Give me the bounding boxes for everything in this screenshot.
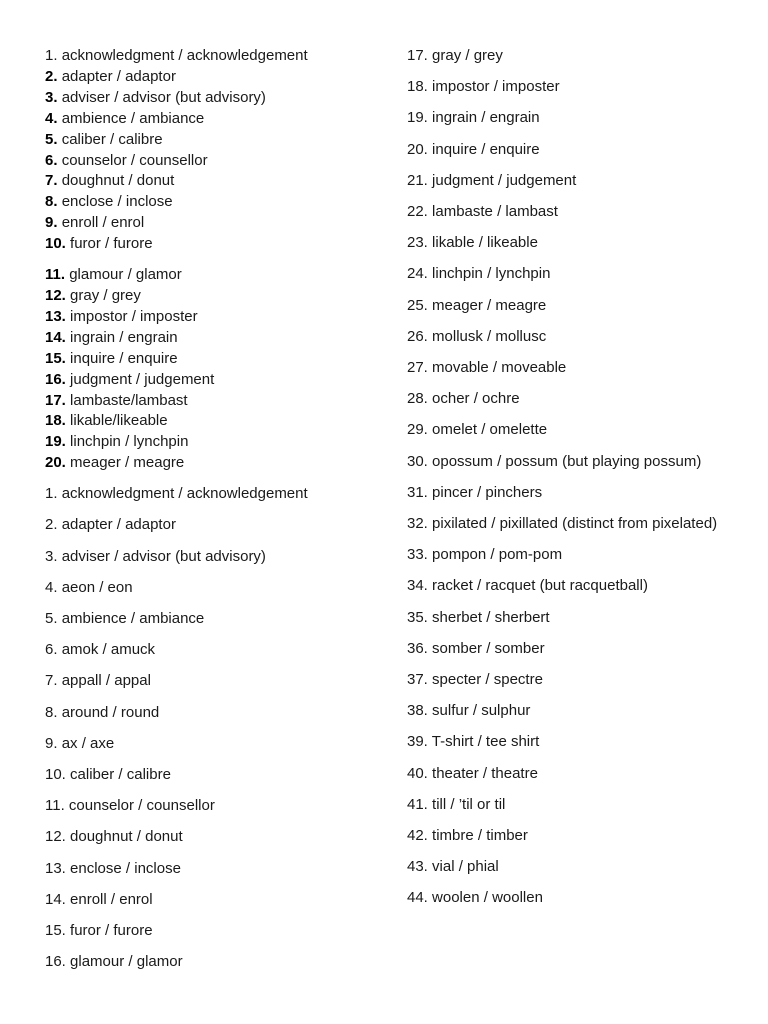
item-number: 40. bbox=[407, 764, 428, 782]
item-number: 6. bbox=[45, 151, 58, 169]
list-item bbox=[407, 389, 737, 410]
item-number: 42. bbox=[407, 827, 428, 845]
item-text: likable / likeable bbox=[432, 234, 538, 252]
list-item bbox=[407, 576, 737, 597]
item-number: 19. bbox=[45, 433, 66, 451]
item-number: 27. bbox=[407, 359, 428, 377]
item-text: acknowledgment / acknowledgement bbox=[61, 485, 308, 503]
item-number: 19. bbox=[407, 109, 428, 127]
item-text: around / round bbox=[61, 703, 160, 721]
list-item bbox=[45, 609, 385, 630]
item-text: inquire / enquire bbox=[70, 349, 178, 367]
list-item bbox=[407, 826, 737, 847]
list-item bbox=[407, 77, 737, 98]
item-text: aeon / eon bbox=[61, 578, 133, 596]
item-text: timbre / timber bbox=[432, 827, 528, 845]
list-item bbox=[45, 515, 385, 536]
item-text: caliber / calibre bbox=[70, 765, 171, 783]
item-text: pompon / pom-pom bbox=[432, 546, 563, 564]
item-number: 1. bbox=[45, 47, 58, 64]
item-number: 37. bbox=[407, 671, 428, 689]
item-text: linchpin / lynchpin bbox=[432, 265, 551, 283]
left-column bbox=[45, 46, 385, 973]
item-number: 7. bbox=[45, 172, 58, 190]
list-item bbox=[45, 391, 385, 412]
item-number: 29. bbox=[407, 421, 428, 439]
item-text: glamour / glamor bbox=[70, 953, 183, 971]
list-item bbox=[45, 213, 385, 234]
list-item bbox=[407, 701, 737, 722]
item-text: pincer / pinchers bbox=[432, 483, 543, 501]
item-number: 17. bbox=[407, 47, 428, 64]
item-text: doughnut / donut bbox=[61, 172, 175, 190]
item-text: mollusk / mollusc bbox=[432, 327, 547, 345]
item-text: ocher / ochre bbox=[432, 390, 520, 408]
list-item bbox=[45, 796, 385, 817]
spaced-list-1-16 bbox=[45, 484, 385, 973]
list-item bbox=[407, 608, 737, 629]
list-item bbox=[407, 202, 737, 223]
list-item bbox=[407, 888, 737, 909]
list-item bbox=[407, 452, 737, 473]
item-text: glamour / glamor bbox=[69, 266, 182, 284]
item-number: 11. bbox=[45, 797, 65, 815]
item-text: gray / grey bbox=[70, 286, 141, 304]
list-item bbox=[407, 171, 737, 192]
item-text: impostor / imposter bbox=[432, 78, 560, 96]
item-text: movable / moveable bbox=[432, 359, 567, 377]
item-text: caliber / calibre bbox=[61, 130, 163, 148]
list-item bbox=[45, 46, 385, 67]
item-text: doughnut / donut bbox=[70, 828, 183, 846]
item-text: amok / amuck bbox=[61, 641, 156, 659]
item-text: till / ’til or til bbox=[432, 795, 506, 813]
list-item bbox=[45, 453, 385, 474]
item-text: sherbet / sherbert bbox=[432, 608, 550, 626]
item-number: 17. bbox=[45, 391, 66, 409]
item-number: 9. bbox=[45, 214, 58, 232]
item-number: 18. bbox=[45, 412, 66, 430]
list-item bbox=[45, 921, 385, 942]
item-text: adapter / adaptor bbox=[61, 516, 176, 534]
item-number: 35. bbox=[407, 608, 428, 626]
item-number: 32. bbox=[407, 515, 428, 533]
item-text: lambaste / lambast bbox=[432, 203, 558, 221]
list-item bbox=[45, 671, 385, 692]
item-number: 28. bbox=[407, 390, 428, 408]
item-text: specter / spectre bbox=[432, 671, 543, 689]
item-number: 41. bbox=[407, 795, 428, 813]
item-text: acknowledgment / acknowledgement bbox=[61, 47, 308, 64]
compact-list-1-10 bbox=[45, 46, 385, 255]
item-number: 7. bbox=[45, 672, 58, 690]
item-number: 21. bbox=[407, 171, 428, 189]
list-item bbox=[45, 484, 385, 505]
list-item bbox=[45, 578, 385, 599]
item-text: adviser / advisor (but advisory) bbox=[61, 88, 266, 106]
item-text: somber / somber bbox=[432, 639, 545, 657]
item-text: pixilated / pixillated (distinct from pixelated) bbox=[432, 515, 718, 533]
item-number: 12. bbox=[45, 286, 66, 304]
list-item bbox=[45, 109, 385, 130]
item-text: counselor / counsellor bbox=[68, 797, 215, 815]
list-item bbox=[407, 670, 737, 691]
item-number: 16. bbox=[45, 370, 66, 388]
item-text: ambience / ambiance bbox=[61, 109, 205, 127]
compact-list-11-20 bbox=[45, 265, 385, 474]
item-number: 44. bbox=[407, 889, 428, 907]
item-number: 2. bbox=[45, 67, 58, 85]
item-text: judgment / judgement bbox=[432, 171, 577, 189]
item-number: 14. bbox=[45, 890, 66, 908]
list-item bbox=[45, 640, 385, 661]
list-item bbox=[45, 952, 385, 973]
list-item bbox=[407, 483, 737, 504]
item-number: 36. bbox=[407, 639, 428, 657]
spaced-list-17-44 bbox=[407, 46, 737, 909]
list-item bbox=[407, 296, 737, 317]
item-number: 5. bbox=[45, 130, 58, 148]
list-item bbox=[407, 795, 737, 816]
item-text: ingrain / engrain bbox=[70, 328, 178, 346]
item-number: 18. bbox=[407, 78, 428, 96]
list-item bbox=[45, 192, 385, 213]
list-item bbox=[45, 151, 385, 172]
list-item bbox=[407, 233, 737, 254]
item-number: 15. bbox=[45, 921, 66, 939]
item-text: impostor / imposter bbox=[70, 307, 198, 325]
item-text: ax / axe bbox=[61, 734, 115, 752]
item-text: woolen / woollen bbox=[432, 889, 543, 907]
list-item bbox=[45, 265, 385, 286]
item-number: 24. bbox=[407, 265, 428, 283]
item-text: enclose / inclose bbox=[70, 859, 181, 877]
item-number: 4. bbox=[45, 109, 58, 127]
list-item bbox=[407, 46, 737, 67]
item-number: 11. bbox=[45, 266, 66, 284]
item-text: vial / phial bbox=[432, 858, 499, 876]
item-text: lambaste/lambast bbox=[70, 391, 188, 409]
item-number: 43. bbox=[407, 858, 428, 876]
item-text: enroll / enrol bbox=[70, 890, 153, 908]
item-number: 4. bbox=[45, 578, 58, 596]
item-number: 15. bbox=[45, 349, 66, 367]
item-number: 9. bbox=[45, 734, 58, 752]
item-text: adapter / adaptor bbox=[61, 67, 176, 85]
list-item bbox=[407, 639, 737, 660]
item-number: 6. bbox=[45, 641, 58, 659]
item-number: 8. bbox=[45, 193, 58, 211]
list-item bbox=[407, 732, 737, 753]
list-item bbox=[407, 358, 737, 379]
list-item bbox=[45, 765, 385, 786]
item-number: 31. bbox=[407, 483, 428, 501]
item-number: 2. bbox=[45, 516, 58, 534]
item-text: theater / theatre bbox=[432, 764, 538, 782]
list-item bbox=[45, 67, 385, 88]
list-item bbox=[45, 411, 385, 432]
list-item bbox=[45, 349, 385, 370]
list-item bbox=[407, 140, 737, 161]
item-text: inquire / enquire bbox=[432, 140, 540, 158]
item-number: 13. bbox=[45, 307, 66, 325]
list-item bbox=[45, 432, 385, 453]
item-text: ambience / ambiance bbox=[61, 609, 205, 627]
list-item bbox=[45, 827, 385, 848]
item-number: 23. bbox=[407, 234, 428, 252]
item-text: omelet / omelette bbox=[432, 421, 548, 439]
item-text: linchpin / lynchpin bbox=[70, 433, 189, 451]
list-item bbox=[45, 88, 385, 109]
list-item bbox=[45, 307, 385, 328]
list-item bbox=[45, 859, 385, 880]
item-text: sulfur / sulphur bbox=[432, 702, 531, 720]
item-number: 20. bbox=[45, 454, 66, 472]
item-text: furor / furore bbox=[70, 921, 153, 939]
item-text: gray / grey bbox=[432, 47, 503, 64]
list-item bbox=[45, 171, 385, 192]
item-number: 25. bbox=[407, 296, 428, 314]
item-text: judgment / judgement bbox=[70, 370, 215, 388]
item-text: opossum / possum (but playing possum) bbox=[432, 452, 702, 470]
item-number: 3. bbox=[45, 88, 58, 106]
item-text: ingrain / engrain bbox=[432, 109, 540, 127]
list-item bbox=[407, 264, 737, 285]
item-number: 13. bbox=[45, 859, 66, 877]
list-item bbox=[45, 328, 385, 349]
item-text: racket / racquet (but racquetball) bbox=[432, 577, 648, 595]
list-item bbox=[45, 130, 385, 151]
list-item bbox=[407, 420, 737, 441]
item-number: 33. bbox=[407, 546, 428, 564]
item-number: 16. bbox=[45, 953, 66, 971]
item-number: 1. bbox=[45, 485, 58, 503]
list-item bbox=[407, 857, 737, 878]
item-number: 30. bbox=[407, 452, 428, 470]
item-number: 34. bbox=[407, 577, 428, 595]
item-number: 12. bbox=[45, 828, 66, 846]
list-item bbox=[407, 108, 737, 129]
list-item bbox=[407, 514, 737, 535]
item-number: 8. bbox=[45, 703, 58, 721]
list-item bbox=[407, 545, 737, 566]
item-number: 39. bbox=[407, 733, 428, 751]
item-number: 20. bbox=[407, 140, 428, 158]
item-number: 14. bbox=[45, 328, 66, 346]
list-item bbox=[45, 703, 385, 724]
item-number: 10. bbox=[45, 765, 66, 783]
right-column bbox=[407, 46, 737, 909]
item-text: furor / furore bbox=[70, 235, 153, 253]
item-text: enroll / enrol bbox=[61, 214, 145, 232]
item-text: meager / meagre bbox=[70, 454, 185, 472]
item-text: adviser / advisor (but advisory) bbox=[61, 547, 266, 565]
list-item bbox=[45, 890, 385, 911]
list-item bbox=[45, 234, 385, 255]
list-item bbox=[45, 286, 385, 307]
item-text: appall / appal bbox=[61, 672, 151, 690]
list-item bbox=[407, 327, 737, 348]
list-item bbox=[45, 370, 385, 391]
item-number: 3. bbox=[45, 547, 58, 565]
item-text: T-shirt / tee shirt bbox=[431, 733, 540, 751]
list-item bbox=[45, 734, 385, 755]
item-text: enclose / inclose bbox=[61, 193, 173, 211]
item-number: 10. bbox=[45, 235, 66, 253]
item-number: 26. bbox=[407, 327, 428, 345]
item-number: 22. bbox=[407, 203, 428, 221]
item-number: 38. bbox=[407, 702, 428, 720]
list-item bbox=[407, 764, 737, 785]
item-text: likable/likeable bbox=[70, 412, 168, 430]
item-number: 5. bbox=[45, 609, 58, 627]
item-text: counselor / counsellor bbox=[61, 151, 208, 169]
list-item bbox=[45, 547, 385, 568]
item-text: meager / meagre bbox=[432, 296, 547, 314]
